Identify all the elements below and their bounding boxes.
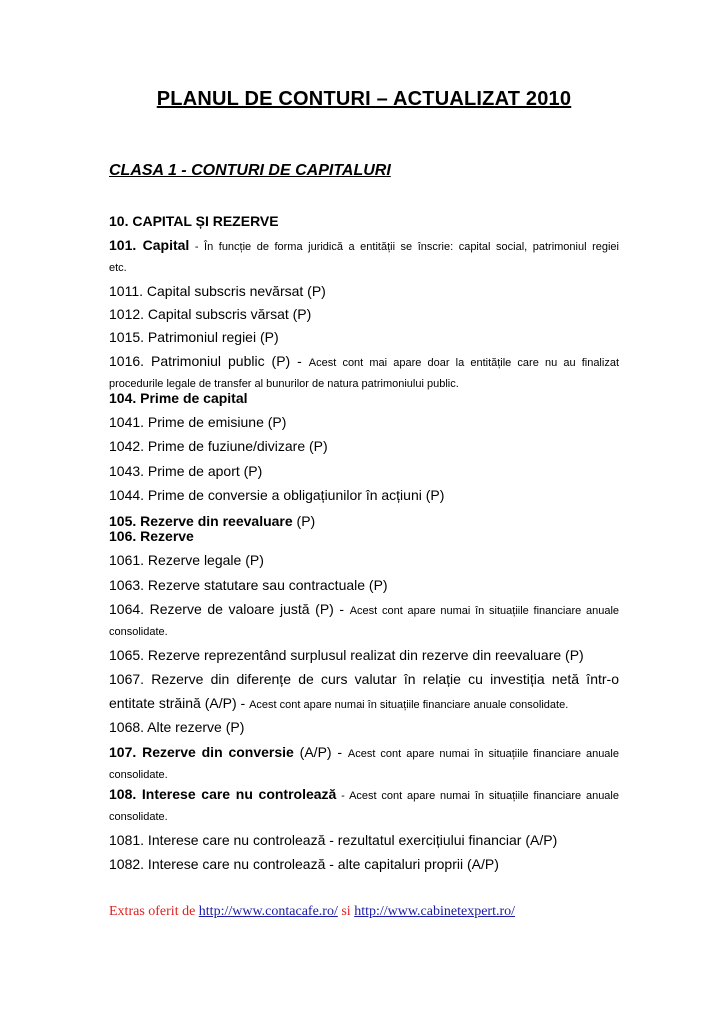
footer-link-cabinetexpert[interactable]: http://www.cabinetexpert.ro/ bbox=[354, 904, 516, 919]
account-1082: 1082. Interese care nu controlează - alte capitaluri proprii (A/P) bbox=[109, 856, 499, 872]
account-1068: 1068. Alte rezerve (P) bbox=[109, 719, 245, 735]
account-1064-text: 1064. Rezerve de valoare justă (P) - bbox=[109, 601, 345, 617]
account-104: 104. Prime de capital bbox=[109, 390, 248, 406]
account-1081: 1081. Interese care nu controlează - rezultatul exercițiului financiar (A/P) bbox=[109, 832, 558, 848]
account-107-suffix: (A/P) - bbox=[293, 744, 343, 760]
account-1016-cont: procedurile legale de transfer al bunurilor de natura patrimoniului public. bbox=[109, 378, 459, 390]
account-101-sep: - bbox=[189, 241, 205, 253]
account-1043: 1043. Prime de aport (P) bbox=[109, 463, 263, 479]
account-1044: 1044. Prime de conversie a obligațiunilor în acțiuni (P) bbox=[109, 487, 445, 503]
page-title: PLANUL DE CONTURI – ACTUALIZAT 2010 bbox=[156, 88, 572, 110]
account-1065: 1065. Rezerve reprezentând surplusul realizat din rezerve din reevaluare (P) bbox=[109, 647, 584, 663]
account-106: 106. Rezerve bbox=[109, 528, 194, 544]
account-1064-note: Acest cont apare numai în situațiile financiare anuale bbox=[349, 605, 620, 617]
account-1011: 1011. Capital subscris nevărsat (P) bbox=[109, 283, 326, 299]
account-108-cont: consolidate. bbox=[109, 811, 168, 823]
account-101-code: 101. Capital bbox=[109, 237, 190, 253]
account-101-note: În funcție de forma juridică a entității se înscrie: capital social, patrimoniul regiei bbox=[204, 241, 619, 253]
account-1067-text: entitate străină (A/P) - bbox=[109, 695, 246, 711]
account-1016-text: 1016. Patrimoniul public (P) - bbox=[109, 353, 302, 369]
account-1042: 1042. Prime de fuziune/divizare (P) bbox=[109, 438, 328, 454]
account-1067-note: Acest cont apare numai în situațiile financiare anuale consolidate. bbox=[249, 699, 569, 711]
account-108 bbox=[109, 785, 619, 805]
account-107-cont: consolidate. bbox=[109, 769, 168, 781]
account-1064 bbox=[109, 600, 619, 620]
account-1016-note: Acest cont mai apare doar la entitățile care nu au finalizat bbox=[308, 357, 619, 369]
account-101-cont: etc. bbox=[109, 262, 127, 274]
account-107-code: 107. Rezerve din conversie bbox=[109, 744, 294, 760]
account-107 bbox=[109, 743, 619, 763]
account-108-code: 108. Interese care nu controlează bbox=[109, 786, 337, 802]
account-105-code: 105. Rezerve din reevaluare bbox=[109, 513, 293, 529]
footer-prefix: Extras oferit de bbox=[109, 904, 199, 919]
account-107-note: Acest cont apare numai în situațiile financiare anuale bbox=[347, 748, 619, 760]
footer-link-contacafe[interactable]: http://www.contacafe.ro/ bbox=[198, 904, 338, 919]
account-1012: 1012. Capital subscris vărsat (P) bbox=[109, 306, 312, 322]
account-1061: 1061. Rezerve legale (P) bbox=[109, 552, 264, 568]
account-1063: 1063. Rezerve statutare sau contractuale (P) bbox=[109, 577, 388, 593]
footer-mid: si bbox=[337, 904, 355, 919]
account-1064-cont: consolidate. bbox=[109, 626, 168, 638]
account-1041: 1041. Prime de emisiune (P) bbox=[109, 414, 287, 430]
class-heading: CLASA 1 - CONTURI DE CAPITALURI bbox=[109, 162, 391, 179]
account-105-suffix: (P) bbox=[292, 513, 316, 529]
account-1067-line2 bbox=[109, 694, 619, 714]
account-108-note: - Acest cont apare numai în situațiile financiare anuale bbox=[336, 790, 619, 802]
account-1016 bbox=[109, 352, 619, 372]
account-1015: 1015. Patrimoniul regiei (P) bbox=[109, 329, 279, 345]
account-101 bbox=[109, 236, 619, 256]
section-10-heading: 10. CAPITAL ȘI REZERVE bbox=[109, 213, 279, 229]
footer bbox=[109, 904, 515, 920]
account-1067-line1: 1067. Rezerve din diferențe de curs valutar în relație cu investiția netă într-o bbox=[109, 671, 619, 687]
